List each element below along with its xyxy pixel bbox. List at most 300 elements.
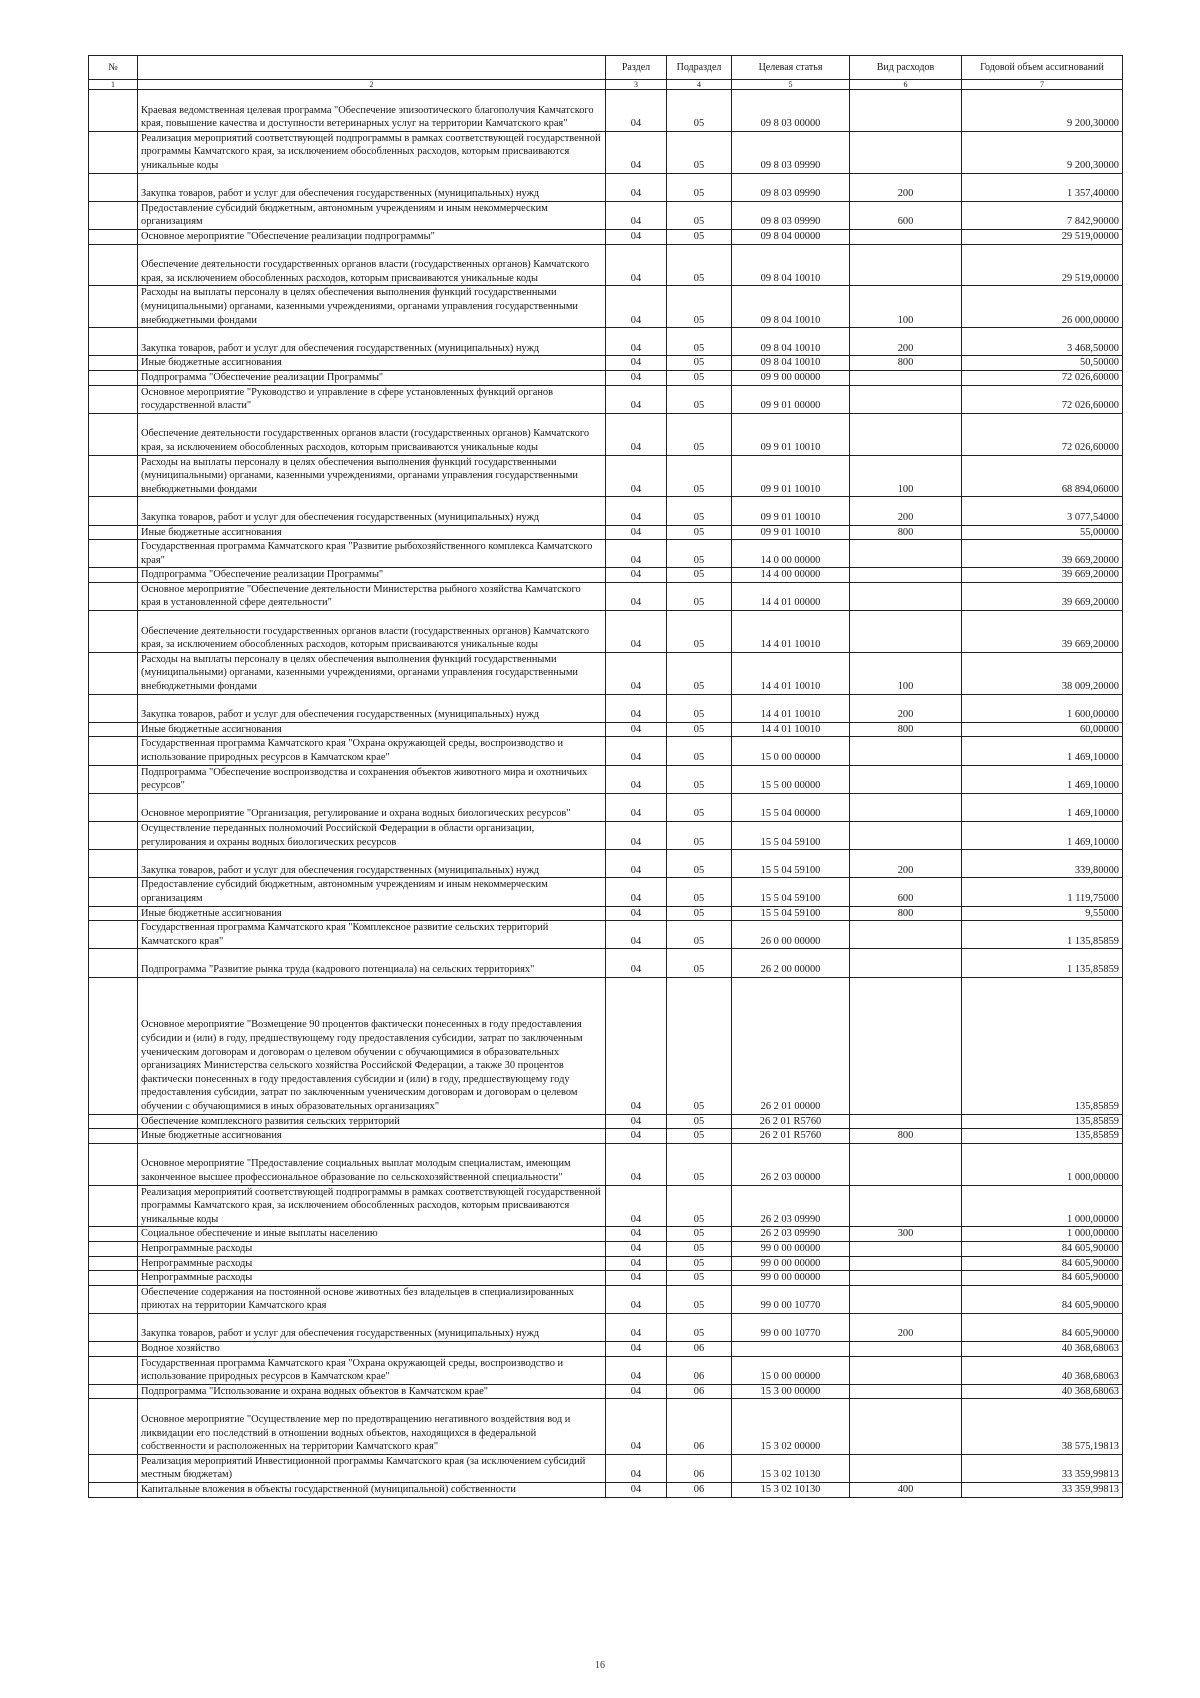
row-number-cell	[89, 1285, 138, 1313]
row-name: Иные бюджетные ассигнования	[138, 906, 606, 921]
row-subsection: 05	[667, 878, 732, 906]
row-section: 04	[606, 385, 667, 413]
row-target-article: 15 5 04 59100	[732, 850, 850, 878]
row-section: 04	[606, 1342, 667, 1357]
row-section: 04	[606, 568, 667, 583]
row-expense-type: 600	[850, 201, 962, 229]
row-section: 04	[606, 652, 667, 694]
row-number-cell	[89, 878, 138, 906]
header-name	[138, 56, 606, 80]
row-amount: 135,85859	[962, 1129, 1123, 1144]
row-name: Иные бюджетные ассигнования	[138, 356, 606, 371]
row-number-cell	[89, 328, 138, 356]
table-row	[89, 173, 1123, 201]
row-number-cell	[89, 568, 138, 583]
row-name: Закупка товаров, работ и услуг для обеспечения государственных (муниципальных) нужд	[138, 850, 606, 878]
row-number-cell	[89, 611, 138, 653]
row-expense-type	[850, 540, 962, 568]
row-subsection: 05	[667, 568, 732, 583]
row-number-cell	[89, 850, 138, 878]
row-name: Основное мероприятие "Организация, регулирование и охрана водных биологических ресурсов"	[138, 793, 606, 821]
row-target-article: 15 5 04 59100	[732, 878, 850, 906]
row-expense-type: 100	[850, 652, 962, 694]
row-section: 04	[606, 1114, 667, 1129]
table-row	[89, 1454, 1123, 1482]
row-number-cell	[89, 1313, 138, 1341]
row-name: Основное мероприятие "Осуществление мер по предотвращению негативного воздействия вод и ликвидации его последствий в отношении водных объектов, находящихся в федеральной собственности и расположенных на территории Камчатского края"	[138, 1399, 606, 1454]
row-subsection: 06	[667, 1342, 732, 1357]
row-number-cell	[89, 229, 138, 244]
row-target-article	[732, 1342, 850, 1357]
row-subsection: 05	[667, 385, 732, 413]
row-name: Основное мероприятие "Возмещение 90 процентов фактически понесенных в году предоставления субсидии и (или) в году, предшествующему году предоставления субсидии, затрат по заключенным ученическим договорам и договорам о целевом обучении с обучающимися в образовательных организациях Министерства сельского хозяйства Российской Федерации, а также 30 процентов фактически понесенных в году предоставления субсидии и (или) в году, предшествующему году предоставления субсидии, затрат по заключенным ученическим договорам и договорам о целевом обучении с обучающимися в иных образовательных организациях"	[138, 977, 606, 1114]
row-section: 04	[606, 173, 667, 201]
table-row	[89, 90, 1123, 132]
row-expense-type	[850, 413, 962, 455]
row-subsection: 05	[667, 1285, 732, 1313]
row-number-cell	[89, 201, 138, 229]
table-row	[89, 1399, 1123, 1454]
column-number: 1	[89, 80, 138, 90]
table-row	[89, 131, 1123, 173]
row-expense-type	[850, 1256, 962, 1271]
row-amount: 1 135,85859	[962, 921, 1123, 949]
row-target-article: 09 9 01 10010	[732, 455, 850, 497]
row-name: Реализация мероприятий Инвестиционной программы Камчатского края (за исключением субсидий местным бюджетам)	[138, 1454, 606, 1482]
row-subsection: 05	[667, 90, 732, 132]
row-number-cell	[89, 1271, 138, 1286]
table-row	[89, 878, 1123, 906]
row-amount: 339,80000	[962, 850, 1123, 878]
row-subsection: 05	[667, 525, 732, 540]
row-section: 04	[606, 131, 667, 173]
row-target-article: 99 0 00 10770	[732, 1313, 850, 1341]
row-section: 04	[606, 1454, 667, 1482]
row-section: 04	[606, 1356, 667, 1384]
row-expense-type	[850, 949, 962, 977]
table-row	[89, 229, 1123, 244]
row-amount: 1 469,10000	[962, 793, 1123, 821]
row-subsection: 06	[667, 1454, 732, 1482]
page-number: 16	[595, 1660, 605, 1671]
header-target-article: Целевая статья	[732, 56, 850, 80]
row-target-article: 14 4 01 10010	[732, 611, 850, 653]
row-number-cell	[89, 906, 138, 921]
row-name: Закупка товаров, работ и услуг для обеспечения государственных (муниципальных) нужд	[138, 497, 606, 525]
row-subsection: 05	[667, 977, 732, 1114]
row-target-article: 14 4 01 10010	[732, 722, 850, 737]
row-expense-type: 300	[850, 1227, 962, 1242]
row-section: 04	[606, 328, 667, 356]
row-subsection: 05	[667, 131, 732, 173]
row-amount: 84 605,90000	[962, 1256, 1123, 1271]
row-name: Социальное обеспечение и иные выплаты населению	[138, 1227, 606, 1242]
row-number-cell	[89, 497, 138, 525]
row-name: Подпрограмма "Обеспечение реализации Программы"	[138, 370, 606, 385]
row-expense-type	[850, 385, 962, 413]
row-number-cell	[89, 286, 138, 328]
row-section: 04	[606, 850, 667, 878]
row-amount: 1 000,00000	[962, 1227, 1123, 1242]
row-amount: 26 000,00000	[962, 286, 1123, 328]
row-expense-type	[850, 1143, 962, 1185]
row-section: 04	[606, 1241, 667, 1256]
row-number-cell	[89, 455, 138, 497]
row-number-cell	[89, 413, 138, 455]
row-expense-type: 800	[850, 356, 962, 371]
row-subsection: 05	[667, 1271, 732, 1286]
row-subsection: 05	[667, 173, 732, 201]
row-target-article: 09 8 04 00000	[732, 229, 850, 244]
row-expense-type	[850, 611, 962, 653]
row-number-cell	[89, 977, 138, 1114]
row-target-article: 14 4 01 10010	[732, 652, 850, 694]
row-expense-type	[850, 1185, 962, 1227]
row-amount: 84 605,90000	[962, 1285, 1123, 1313]
row-name: Подпрограмма "Обеспечение воспроизводства и сохранения объектов животного мира и охотничьих ресурсов"	[138, 765, 606, 793]
row-subsection: 05	[667, 822, 732, 850]
row-target-article: 15 3 02 10130	[732, 1454, 850, 1482]
row-name: Государственная программа Камчатского края "Охрана окружающей среды, воспроизводство и использование природных ресурсов в Камчатском крае"	[138, 1356, 606, 1384]
row-number-cell	[89, 370, 138, 385]
table-row	[89, 1241, 1123, 1256]
row-expense-type	[850, 977, 962, 1114]
row-section: 04	[606, 90, 667, 132]
table-row	[89, 850, 1123, 878]
column-number: 2	[138, 80, 606, 90]
row-section: 04	[606, 921, 667, 949]
budget-table	[88, 55, 1123, 1498]
row-subsection: 05	[667, 1227, 732, 1242]
row-number-cell	[89, 793, 138, 821]
row-number-cell	[89, 1114, 138, 1129]
row-amount: 40 368,68063	[962, 1356, 1123, 1384]
row-subsection: 05	[667, 328, 732, 356]
row-target-article: 09 9 00 00000	[732, 370, 850, 385]
row-subsection: 05	[667, 229, 732, 244]
row-subsection: 05	[667, 793, 732, 821]
row-amount: 60,00000	[962, 722, 1123, 737]
row-expense-type	[850, 793, 962, 821]
row-expense-type	[850, 90, 962, 132]
row-expense-type	[850, 582, 962, 610]
row-subsection: 05	[667, 949, 732, 977]
table-row	[89, 568, 1123, 583]
row-number-cell	[89, 385, 138, 413]
row-name: Иные бюджетные ассигнования	[138, 722, 606, 737]
row-subsection: 05	[667, 765, 732, 793]
row-expense-type	[850, 131, 962, 173]
header-number: №	[89, 56, 138, 80]
table-row	[89, 611, 1123, 653]
row-expense-type: 200	[850, 850, 962, 878]
row-subsection: 05	[667, 1241, 732, 1256]
row-subsection: 05	[667, 737, 732, 765]
row-target-article: 15 0 00 00000	[732, 1356, 850, 1384]
row-target-article: 09 9 01 10010	[732, 413, 850, 455]
row-subsection: 05	[667, 540, 732, 568]
row-section: 04	[606, 413, 667, 455]
row-section: 04	[606, 1384, 667, 1399]
header-expense-type: Вид расходов	[850, 56, 962, 80]
row-number-cell	[89, 1356, 138, 1384]
row-subsection: 05	[667, 413, 732, 455]
row-name: Обеспечение содержания на постоянной основе животных без владельцев в специализированных приютах на территории Камчатского края	[138, 1285, 606, 1313]
row-name: Подпрограмма "Использование и охрана водных объектов в Камчатском крае"	[138, 1384, 606, 1399]
row-number-cell	[89, 1399, 138, 1454]
row-section: 04	[606, 497, 667, 525]
column-number: 4	[667, 80, 732, 90]
row-section: 04	[606, 1185, 667, 1227]
row-target-article: 26 2 01 R5760	[732, 1114, 850, 1129]
row-amount: 84 605,90000	[962, 1271, 1123, 1286]
row-amount: 29 519,00000	[962, 229, 1123, 244]
row-target-article: 26 2 03 00000	[732, 1143, 850, 1185]
row-subsection: 05	[667, 921, 732, 949]
row-amount: 135,85859	[962, 1114, 1123, 1129]
row-section: 04	[606, 878, 667, 906]
row-number-cell	[89, 90, 138, 132]
row-name: Капитальные вложения в объекты государственной (муниципальной) собственности	[138, 1483, 606, 1498]
row-expense-type	[850, 229, 962, 244]
row-subsection: 05	[667, 582, 732, 610]
row-target-article: 99 0 00 10770	[732, 1285, 850, 1313]
header-annual-amount: Годовой объем ассигнований	[962, 56, 1123, 80]
row-target-article: 26 2 03 09990	[732, 1185, 850, 1227]
row-expense-type: 100	[850, 455, 962, 497]
table-row	[89, 1114, 1123, 1129]
row-expense-type	[850, 1384, 962, 1399]
row-amount: 9 200,30000	[962, 90, 1123, 132]
row-name: Непрограммные расходы	[138, 1271, 606, 1286]
table-row	[89, 1313, 1123, 1341]
row-name: Обеспечение деятельности государственных органов власти (государственных органов) Камчатского края, за исключением обособленных расходов, которым присваиваются уникальные коды	[138, 611, 606, 653]
row-amount: 33 359,99813	[962, 1483, 1123, 1498]
table-body	[89, 90, 1123, 1498]
row-name: Предоставление субсидий бюджетным, автономным учреждениям и иным некоммерческим организациям	[138, 201, 606, 229]
row-section: 04	[606, 582, 667, 610]
table-row	[89, 1185, 1123, 1227]
row-subsection: 05	[667, 455, 732, 497]
row-name: Обеспечение комплексного развития сельских территорий	[138, 1114, 606, 1129]
row-number-cell	[89, 525, 138, 540]
row-subsection: 05	[667, 1129, 732, 1144]
row-expense-type	[850, 765, 962, 793]
table-row	[89, 1271, 1123, 1286]
row-name: Основное мероприятие "Обеспечение деятельности Министерства рыбного хозяйства Камчатского края в установленной сфере деятельности"	[138, 582, 606, 610]
row-section: 04	[606, 906, 667, 921]
row-section: 04	[606, 737, 667, 765]
row-name: Основное мероприятие "Руководство и управление в сфере установленных функций органов государственной власти"	[138, 385, 606, 413]
row-number-cell	[89, 173, 138, 201]
table-row	[89, 1143, 1123, 1185]
row-subsection: 05	[667, 1313, 732, 1341]
row-section: 04	[606, 244, 667, 286]
table-row	[89, 822, 1123, 850]
row-name: Иные бюджетные ассигнования	[138, 1129, 606, 1144]
row-number-cell	[89, 1384, 138, 1399]
row-amount: 1 135,85859	[962, 949, 1123, 977]
row-expense-type: 800	[850, 525, 962, 540]
row-name: Основное мероприятие "Обеспечение реализации подпрограммы"	[138, 229, 606, 244]
row-amount: 40 368,68063	[962, 1342, 1123, 1357]
row-target-article: 15 5 00 00000	[732, 765, 850, 793]
row-subsection: 05	[667, 694, 732, 722]
row-subsection: 05	[667, 652, 732, 694]
row-section: 04	[606, 356, 667, 371]
row-number-cell	[89, 737, 138, 765]
column-number: 3	[606, 80, 667, 90]
row-expense-type: 200	[850, 694, 962, 722]
row-amount: 1 119,75000	[962, 878, 1123, 906]
row-amount: 9 200,30000	[962, 131, 1123, 173]
row-expense-type: 200	[850, 1313, 962, 1341]
column-number: 7	[962, 80, 1123, 90]
row-target-article: 14 4 01 00000	[732, 582, 850, 610]
row-target-article: 15 5 04 59100	[732, 822, 850, 850]
row-number-cell	[89, 1129, 138, 1144]
table-row	[89, 1356, 1123, 1384]
row-expense-type	[850, 1114, 962, 1129]
row-name: Подпрограмма "Обеспечение реализации Программы"	[138, 568, 606, 583]
row-amount: 7 842,90000	[962, 201, 1123, 229]
row-expense-type	[850, 370, 962, 385]
row-section: 04	[606, 370, 667, 385]
row-target-article: 15 5 04 59100	[732, 906, 850, 921]
table-row	[89, 385, 1123, 413]
row-number-cell	[89, 1454, 138, 1482]
row-target-article: 15 0 00 00000	[732, 737, 850, 765]
row-expense-type	[850, 1454, 962, 1482]
row-expense-type: 600	[850, 878, 962, 906]
row-name: Государственная программа Камчатского края "Охрана окружающей среды, воспроизводство и использование природных ресурсов в Камчатском крае"	[138, 737, 606, 765]
row-amount: 33 359,99813	[962, 1454, 1123, 1482]
row-number-cell	[89, 582, 138, 610]
table-row	[89, 356, 1123, 371]
row-target-article: 09 8 04 10010	[732, 244, 850, 286]
row-number-cell	[89, 1483, 138, 1498]
row-expense-type: 800	[850, 1129, 962, 1144]
row-amount: 39 669,20000	[962, 540, 1123, 568]
row-amount: 135,85859	[962, 977, 1123, 1114]
row-name: Краевая ведомственная целевая программа "Обеспечение эпизоотического благополучия Камчатского края, повышение качества и доступности ветеринарных услуг на территории Камчатского края"	[138, 90, 606, 132]
table-row	[89, 722, 1123, 737]
table-row	[89, 1256, 1123, 1271]
row-name: Государственная программа Камчатского края "Развитие рыбохозяйственного комплекса Камчатского края"	[138, 540, 606, 568]
column-number-row	[89, 80, 1123, 90]
row-number-cell	[89, 1227, 138, 1242]
row-expense-type: 400	[850, 1483, 962, 1498]
row-expense-type	[850, 1399, 962, 1454]
row-subsection: 06	[667, 1399, 732, 1454]
row-subsection: 05	[667, 611, 732, 653]
row-number-cell	[89, 921, 138, 949]
row-subsection: 05	[667, 906, 732, 921]
row-amount: 3 468,50000	[962, 328, 1123, 356]
row-expense-type	[850, 1241, 962, 1256]
header-row	[89, 56, 1123, 80]
row-name: Расходы на выплаты персоналу в целях обеспечения выполнения функций государственными (муниципальными) органами, казенными учреждениями, органами управления государственными внебюджетными фондами	[138, 286, 606, 328]
table-row	[89, 737, 1123, 765]
row-number-cell	[89, 1143, 138, 1185]
row-target-article: 09 9 01 10010	[732, 525, 850, 540]
row-number-cell	[89, 949, 138, 977]
table-row	[89, 370, 1123, 385]
row-section: 04	[606, 525, 667, 540]
row-amount: 72 026,60000	[962, 370, 1123, 385]
row-target-article: 26 2 03 09990	[732, 1227, 850, 1242]
row-expense-type	[850, 244, 962, 286]
table-row	[89, 1342, 1123, 1357]
row-expense-type	[850, 1271, 962, 1286]
row-subsection: 05	[667, 722, 732, 737]
table-row	[89, 1227, 1123, 1242]
row-name: Закупка товаров, работ и услуг для обеспечения государственных (муниципальных) нужд	[138, 1313, 606, 1341]
row-amount: 84 605,90000	[962, 1313, 1123, 1341]
table-row	[89, 1285, 1123, 1313]
row-target-article: 09 8 04 10010	[732, 328, 850, 356]
row-section: 04	[606, 1285, 667, 1313]
row-number-cell	[89, 652, 138, 694]
row-amount: 1 000,00000	[962, 1185, 1123, 1227]
row-name: Водное хозяйство	[138, 1342, 606, 1357]
row-name: Закупка товаров, работ и услуг для обеспечения государственных (муниципальных) нужд	[138, 328, 606, 356]
row-section: 04	[606, 201, 667, 229]
row-name: Обеспечение деятельности государственных органов власти (государственных органов) Камчатского края, за исключением обособленных расходов, которым присваиваются уникальные коды	[138, 413, 606, 455]
row-subsection: 06	[667, 1356, 732, 1384]
table-row	[89, 413, 1123, 455]
row-amount: 1 469,10000	[962, 822, 1123, 850]
row-expense-type	[850, 737, 962, 765]
row-section: 04	[606, 611, 667, 653]
row-number-cell	[89, 1185, 138, 1227]
row-amount: 84 605,90000	[962, 1241, 1123, 1256]
table-row	[89, 244, 1123, 286]
header-section: Раздел	[606, 56, 667, 80]
row-section: 04	[606, 1256, 667, 1271]
row-target-article: 09 9 01 00000	[732, 385, 850, 413]
row-amount: 72 026,60000	[962, 385, 1123, 413]
row-amount: 9,55000	[962, 906, 1123, 921]
table-row	[89, 652, 1123, 694]
row-subsection: 05	[667, 1185, 732, 1227]
table-row	[89, 949, 1123, 977]
row-section: 04	[606, 822, 667, 850]
row-expense-type: 200	[850, 497, 962, 525]
row-target-article: 09 8 04 10010	[732, 286, 850, 328]
row-number-cell	[89, 131, 138, 173]
row-subsection: 06	[667, 1483, 732, 1498]
row-target-article: 26 2 01 00000	[732, 977, 850, 1114]
table-row	[89, 694, 1123, 722]
table-row	[89, 793, 1123, 821]
row-target-article: 09 8 04 10010	[732, 356, 850, 371]
row-section: 04	[606, 765, 667, 793]
row-amount: 1 469,10000	[962, 737, 1123, 765]
row-amount: 1 000,00000	[962, 1143, 1123, 1185]
row-expense-type	[850, 568, 962, 583]
row-subsection: 05	[667, 286, 732, 328]
table-row	[89, 286, 1123, 328]
row-amount: 39 669,20000	[962, 582, 1123, 610]
column-number: 5	[732, 80, 850, 90]
row-name: Расходы на выплаты персоналу в целях обеспечения выполнения функций государственными (муниципальными) органами, казенными учреждениями, органами управления государственными внебюджетными фондами	[138, 652, 606, 694]
row-target-article: 14 4 01 10010	[732, 694, 850, 722]
row-section: 04	[606, 455, 667, 497]
row-target-article: 15 3 02 10130	[732, 1483, 850, 1498]
row-expense-type: 800	[850, 722, 962, 737]
table-row	[89, 525, 1123, 540]
